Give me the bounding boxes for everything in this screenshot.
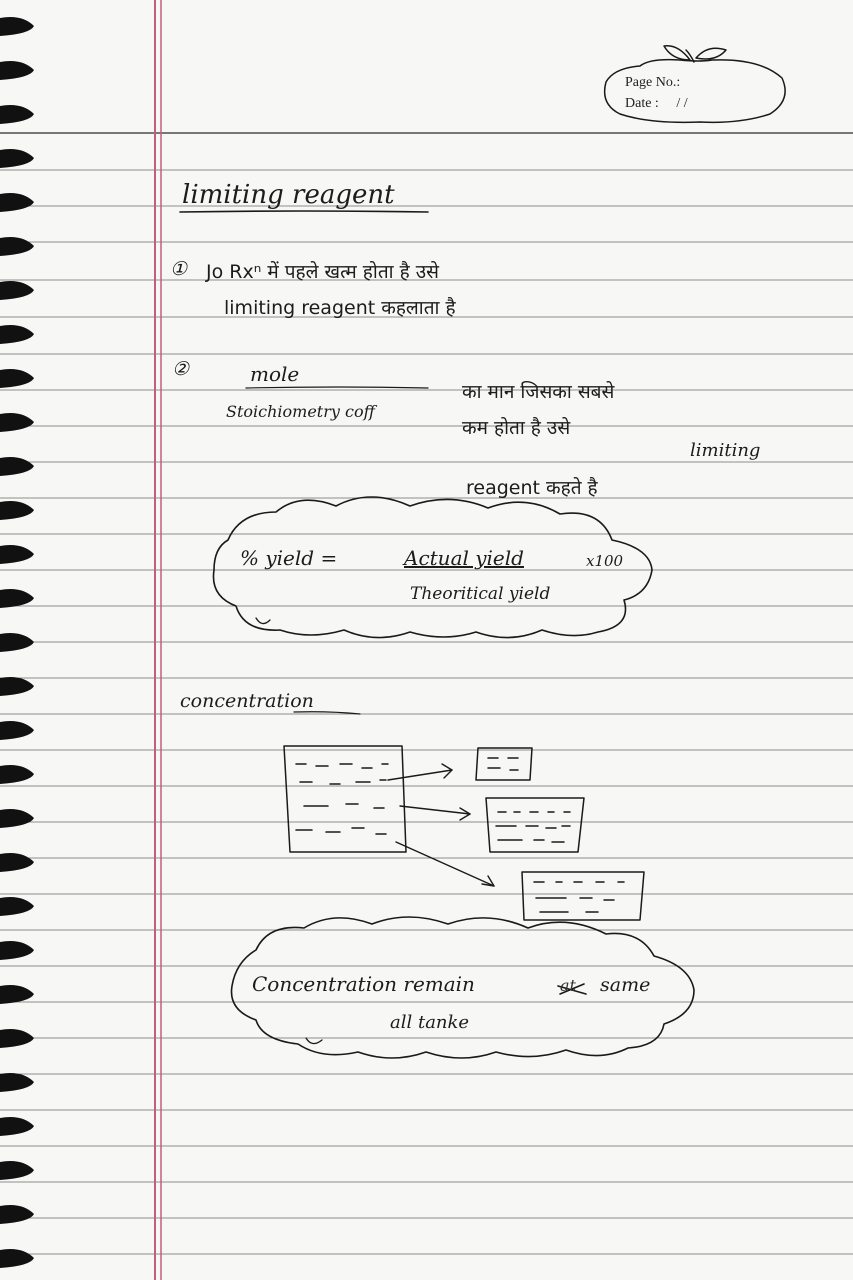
note-line1-end: same [600, 974, 651, 996]
formula-lhs: % yield = [240, 546, 338, 570]
page-no-label: Page No.: [625, 75, 681, 90]
mole-label: mole [250, 362, 300, 386]
formula-multiplier: x100 [586, 552, 624, 570]
title-underline [180, 211, 428, 212]
section-title-concentration: concentration [180, 690, 314, 712]
date-row [625, 93, 688, 114]
spiral-binding [0, 17, 34, 1268]
note-struck-word: at [560, 976, 576, 995]
point1-line1: Jo Rxⁿ में पहले खत्म होता है उसे [206, 261, 439, 283]
section-title-limiting-reagent: limiting reagent [182, 180, 395, 210]
point2-hindi-line1: का मान जिसका सबसे [462, 381, 615, 403]
point-marker-2: ② [172, 358, 190, 380]
date-separators: / / [676, 96, 688, 111]
note-line2: all tanke [390, 1012, 470, 1033]
stoichiometry-label: Stoichiometry coff [226, 402, 375, 421]
large-beaker [284, 746, 406, 852]
point2-reagent: reagent कहते है [466, 477, 598, 499]
point2-hindi-line2: कम होता है उसे [462, 417, 571, 439]
note-line1: Concentration remain [252, 972, 475, 996]
formula-denominator: Theoritical yield [410, 584, 551, 604]
page-header [625, 72, 688, 114]
small-beaker-2 [486, 798, 584, 852]
point-marker-1: ① [170, 258, 188, 280]
small-beaker-1 [476, 748, 532, 780]
formula-numerator: Actual yield [404, 546, 524, 570]
small-beaker-3 [522, 872, 644, 920]
point2-limiting: limiting [690, 440, 761, 461]
point1-line2: limiting reagent कहलाता है [224, 297, 456, 319]
date-label: Date : [625, 96, 659, 111]
